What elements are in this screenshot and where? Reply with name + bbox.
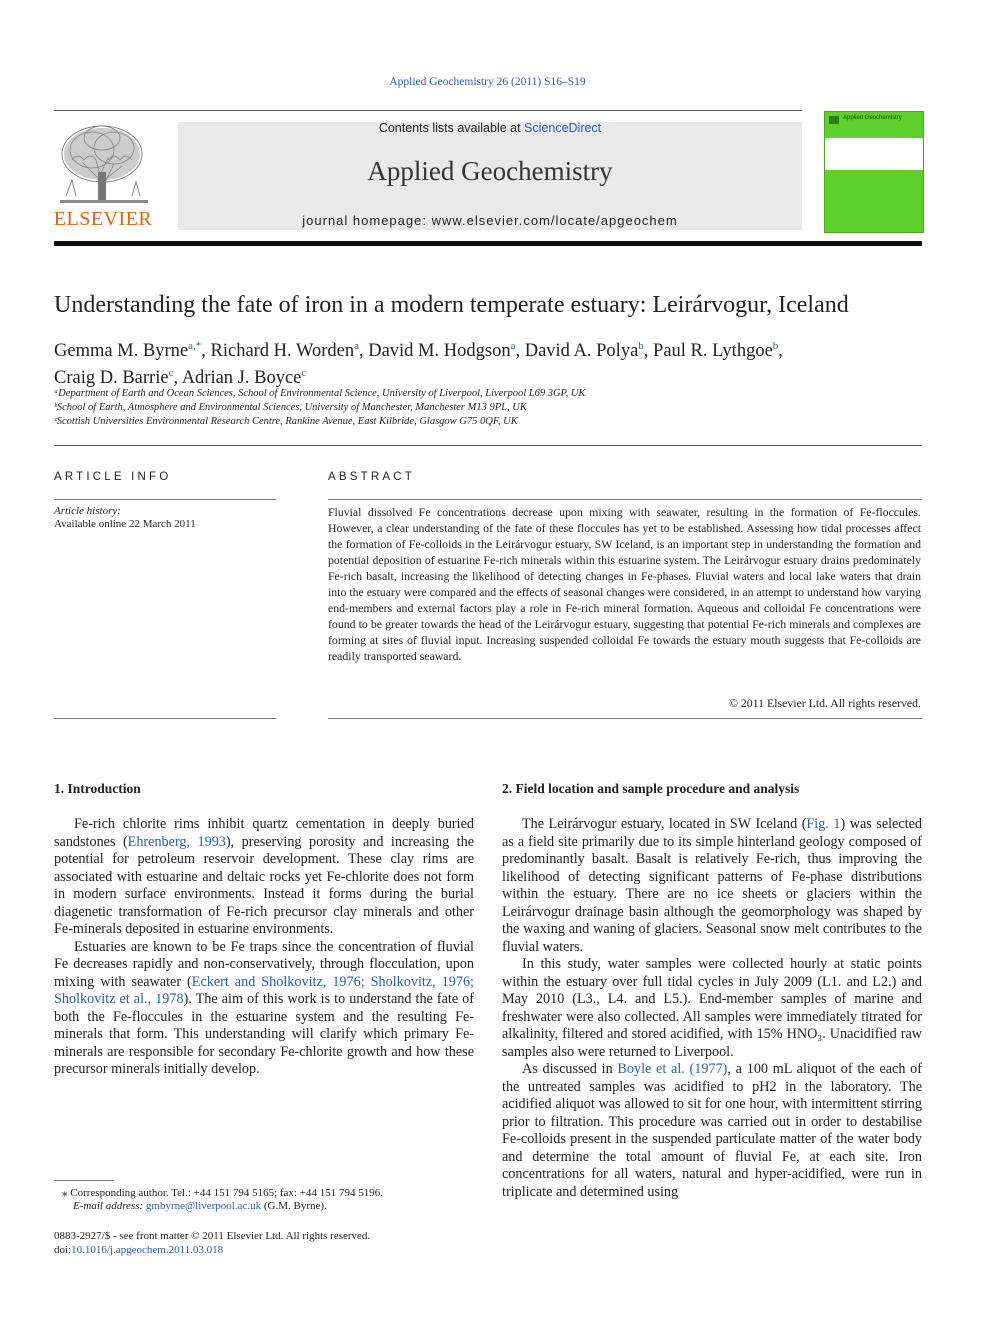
section-2-body [502, 816, 922, 1201]
paragraph-text: As discussed in [522, 1061, 618, 1077]
author-name[interactable]: Adrian J. Boyce [181, 368, 302, 389]
doi-link[interactable]: 10.1016/j.apgeochem.2011.03.018 [71, 1244, 224, 1256]
paragraph: In this study, water samples were collected hourly at static points within the estuary over full tidal cycles in July 2009 (L1. and L2.) and May 2010 (L3., L4. and L5.). End-member samples of marine and freshwater were also collected. All samples were immediately titrated for alkalinity, filtered and stored acidified, with 15% HNO₃. Unacidified raw samples also were returned to Liverpool. [502, 956, 922, 1060]
reference-link[interactable]: Boyle et al. (1977) [617, 1061, 728, 1077]
front-matter-note: 0883-2927/$ - see front matter © 2011 Elsevier Ltd. All rights reserved. [54, 1230, 371, 1242]
author-name[interactable]: David A. Polya [524, 341, 639, 362]
article-info-heading: ARTICLE INFO [54, 471, 172, 483]
email-label: E-mail address: [73, 1200, 146, 1212]
author-separator: , [173, 368, 182, 389]
paragraph-text: ). The aim of this work is to understand the fate of both the Fe-floccules in the estuarine system and the resulting Fe-minerals that form. This understanding will clarify which primary Fe-minerals are responsible for secondary Fe-chlorite growth and how these precursor minerals initially develop. [54, 991, 474, 1077]
paragraph-text: Fe-rich chlorite rims inhibit quartz cementation in deeply buried sandstones ( [54, 816, 474, 850]
abstract-rule [328, 499, 922, 500]
paragraph [54, 939, 474, 1079]
elsevier-tree-logo [52, 120, 154, 208]
author-affil-marker[interactable]: c [301, 367, 307, 380]
author-affil-marker[interactable]: c [168, 367, 174, 380]
author-separator: , [358, 341, 369, 362]
abstract-copyright: © 2011 Elsevier Ltd. All rights reserved. [729, 696, 921, 710]
author-name[interactable]: Craig D. Barrie [54, 368, 169, 389]
article-title: Understanding the fate of iron in a modern temperate estuary: Leirárvogur, Iceland [54, 292, 849, 318]
author-affil-marker[interactable]: a,* [188, 340, 202, 352]
header-rule [54, 110, 802, 111]
sciencedirect-link[interactable]: ScienceDirect [524, 121, 602, 135]
abstract-heading: ABSTRACT [328, 471, 415, 483]
corresponding-author-note: ⁎ Corresponding author. Tel.: +44 151 794 5165; fax: +44 151 794 5196. [62, 1187, 383, 1199]
article-info-rule [54, 499, 276, 500]
journal-title: Applied Geochemistry [367, 156, 613, 186]
author-separator: , [201, 341, 211, 362]
journal-citation[interactable]: Applied Geochemistry 26 (2011) S16–S19 [389, 76, 586, 88]
cover-logo-icon [829, 116, 839, 124]
reference-link[interactable]: Eckert and Sholkovitz, 1976; Sholkovitz, 1976; Sholkovitz et al., 1978 [54, 973, 474, 1007]
affiliation-a: ᵃDepartment of Earth and Ocean Sciences, School of Environmental Science, University of Liverpool, Liverpool L69 3GP, UK [54, 388, 586, 399]
author-affil-marker[interactable]: b [772, 340, 779, 352]
contents-prefix: Contents lists available at [378, 121, 525, 135]
contents-line [178, 121, 802, 135]
header-thick-rule [54, 241, 922, 246]
elsevier-wordmark: ELSEVIER [53, 208, 153, 230]
article-info-bottom-rule [54, 718, 276, 719]
footnote-rule [54, 1180, 114, 1181]
paragraph [502, 816, 922, 956]
journal-homepage[interactable]: journal homepage: www.elsevier.com/locate/apgeochem [302, 213, 678, 228]
cover-band [825, 138, 923, 170]
paragraph [502, 1061, 922, 1201]
doi-label: doi: [54, 1244, 72, 1256]
author-list [54, 335, 924, 389]
figure-link[interactable]: Fig. 1 [806, 816, 841, 832]
author-affil-marker[interactable]: a [354, 340, 359, 352]
abstract-bottom-rule [328, 718, 922, 719]
affiliation-rule [54, 445, 922, 446]
author-affil-marker[interactable]: b [638, 340, 644, 352]
paragraph-text: , a 100 mL aliquot of the each of the untreated samples was acidified to pH2 in the laboratory. The acidified aliquot was allowed to sit for one hour, with intermittent stirring prior to filtration. This procedure was carried out in order to destabilise Fe-colloids present in the suspended particulate matter of the water body and determine the total amount of fluvial Fe, at each site. Iron concentrations for all waters, natural and hyper-acidified, were run in triplicate and determined using [502, 1061, 922, 1200]
article-history-label: Article history: [54, 505, 121, 517]
section-1-heading: 1. Introduction [54, 781, 141, 796]
paragraph [54, 816, 474, 939]
article-history-value: Available online 22 March 2011 [54, 518, 196, 530]
email-suffix: (G.M. Byrne). [261, 1200, 327, 1212]
cover-title: Applied Geochemistry [843, 115, 902, 121]
reference-link[interactable]: Ehrenberg, 1993 [127, 833, 226, 850]
section-2-heading: 2. Field location and sample procedure and analysis [502, 781, 800, 796]
author-name[interactable]: David M. Hodgson [368, 341, 511, 362]
affiliation-c: ᶜScottish Universities Environmental Research Centre, Rankine Avenue, East Kilbride, Glasgow G75 0QF, UK [54, 416, 518, 427]
section-1-body [54, 816, 474, 1079]
author-name[interactable]: Paul R. Lythgoe [653, 341, 773, 362]
author-name[interactable]: Richard H. Worden [210, 341, 355, 362]
paragraph-text: ) was selected as a field site primarily due to its simple hinterland geology composed of predominantly basalt. Basalt is relatively Fe-rich, thus improving the likelihood of detecting significant patterns of Fe-phase distributions within the estuary. There are no ice sheets or glaciers within the Leirárvogur drainage basin although the geomorphology was shaped by the waxing and waning of glaciers. Seasonal snow melt contributes to the fluvial waters. [502, 816, 922, 955]
affiliation-b: ᵇSchool of Earth, Atmosphere and Environmental Sciences, University of Manchester, Manchester M13 9PL, UK [54, 402, 527, 413]
journal-cover-thumbnail[interactable] [824, 111, 924, 233]
paragraph-text: ), preserving porosity and increasing the potential for petroleum reservoir development. These clay rims are associated with estuarine and deltaic rocks yet Fe-chlorite does not form in modern surface environments. Instead it forms during the burial diagenetic transformation of Fe-rich precursor clay minerals and other Fe-minerals deposited in estuarine environments. [54, 833, 474, 937]
abstract-text: Fluvial dissolved Fe concentrations decrease upon mixing with seawater, resulting in the formation of Fe-floccules. However, a clear understanding of the fate of these floccules has yet to be established. Assessing how tidal processes affect the formation of Fe-colloids in the Leirárvogur estuary, SW Iceland, is an important step in understanding the formation and potential deposition of estuarine Fe-rich minerals within this estuarine system. The Leirárvogur estuary drains predominately Fe-rich basalt, increasing the likelihood of detecting changes in Fe-phases. Fluvial waters and local lake waters that drain into the estuary were compared and the effects of seasonal changes were considered, in an attempt to understand how varying end-members and external factors play a role in Fe-rich mineral formation. Aqueous and colloidal Fe concentrations were found to be greater towards the head of the Leirárvogur estuary, suggesting that potential Fe-rich minerals and complexes are forming at sites of fluvial input. Increasing suspended colloidal Fe towards the estuary mouth suggests that Fe-colloids are readily transported seaward. [328, 505, 921, 663]
author-name[interactable]: Gemma M. Byrne [54, 341, 189, 362]
email-link[interactable]: gmbyrne@liverpool.ac.uk [145, 1200, 262, 1212]
paragraph-text: The Leirárvogur estuary, located in SW Iceland ( [522, 816, 807, 832]
author-affil-marker[interactable]: a [510, 340, 516, 352]
journal-banner [178, 122, 802, 230]
paragraph-text: Estuaries are known to be Fe traps since the concentration of fluvial Fe decreases rapidly and non-conservatively, through flocculation, upon mixing with seawater ( [54, 938, 474, 990]
author-separator: , [778, 341, 783, 362]
author-separator: , [643, 341, 654, 362]
email-note [73, 1200, 327, 1212]
doi-note [54, 1244, 223, 1256]
author-separator: , [515, 341, 525, 362]
